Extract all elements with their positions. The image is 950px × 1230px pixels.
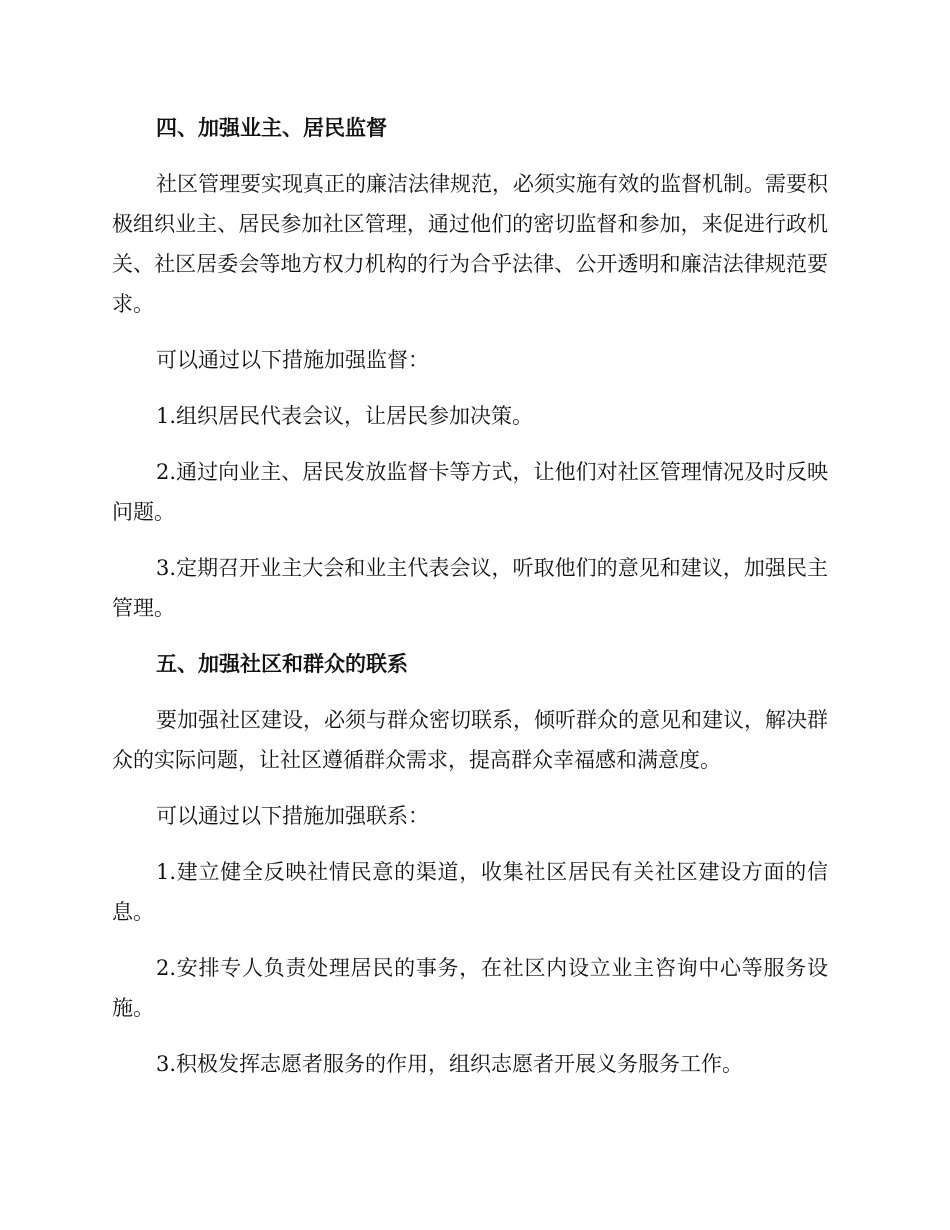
section-4-item-3: 3.定期召开业主大会和业主代表会议，听取他们的意见和建议，加强民主管理。 <box>112 556 828 620</box>
section-5-item-1: 1.建立健全反映社情民意的渠道，收集社区居民有关社区建设方面的信息。 <box>112 860 828 924</box>
section-5-item-2: 2.安排专人负责处理居民的事务，在社区内设立业主咨询中心等服务设施。 <box>112 956 828 1020</box>
section-4-heading: 四、加强业主、居民监督 <box>156 116 387 140</box>
section-4-intro: 社区管理要实现真正的廉洁法律规范，必须实施有效的监督机制。需要积极组织业主、居民参加社区管理，通过他们的密切监督和参加，来促进行政机关、社区居委会等地方权力机构的行为合乎法律、公开透明和廉洁法律规范要求。 <box>112 172 828 316</box>
document-page <box>112 108 828 1084</box>
section-4-lead: 可以通过以下措施加强监督： <box>156 348 429 372</box>
section-5-heading: 五、加强社区和群众的联系 <box>156 652 408 676</box>
section-5-lead: 可以通过以下措施加强联系： <box>156 804 429 828</box>
section-5-intro: 要加强社区建设，必须与群众密切联系，倾听群众的意见和建议，解决群众的实际问题，让社区遵循群众需求，提高群众幸福感和满意度。 <box>112 708 828 772</box>
section-4-item-2: 2.通过向业主、居民发放监督卡等方式，让他们对社区管理情况及时反映问题。 <box>112 460 828 524</box>
section-4-item-1: 1.组织居民代表会议，让居民参加决策。 <box>156 404 534 428</box>
section-5-item-3: 3.积极发挥志愿者服务的作用，组织志愿者开展义务服务工作。 <box>156 1052 744 1076</box>
